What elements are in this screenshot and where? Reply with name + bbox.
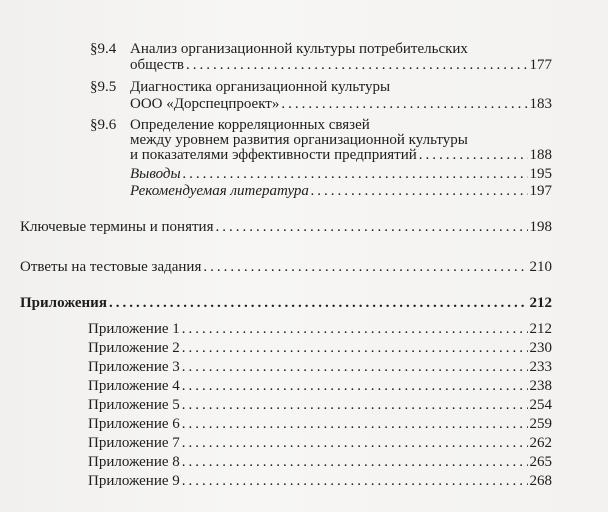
page-number: 188 — [529, 147, 552, 163]
toc-appendix-9 — [88, 472, 552, 491]
leader-dots — [203, 258, 527, 277]
toc-key-terms-entry — [20, 218, 552, 237]
entry-label: Приложения — [20, 295, 107, 311]
section-title-line1: Определение корреляционных связей — [130, 117, 370, 133]
section-number: §9.5 — [90, 79, 117, 95]
leader-dots — [186, 56, 527, 75]
entry-label: Приложение 3 — [88, 359, 180, 375]
toc-literature-entry — [130, 182, 552, 201]
toc-appendices-entry — [20, 294, 552, 313]
leader-dots — [215, 218, 527, 237]
leader-dots — [311, 182, 528, 201]
page-number: 183 — [529, 96, 552, 112]
page-number: 265 — [529, 454, 552, 470]
page-number: 212 — [529, 295, 552, 311]
entry-label: Рекомендуемая литература — [130, 183, 309, 199]
entry-label: Выводы — [130, 166, 181, 182]
toc-appendix-8 — [88, 453, 552, 472]
page-number: 195 — [529, 166, 552, 182]
page-number: 230 — [529, 340, 552, 356]
page-number: 238 — [529, 378, 552, 394]
toc-section-9-5-entry — [130, 95, 552, 114]
entry-label: Приложение 9 — [88, 473, 180, 489]
section-title-line2: и показателями эффективности предприятий — [130, 147, 417, 163]
page-number: 262 — [529, 435, 552, 451]
leader-dots — [182, 320, 528, 339]
leader-dots — [182, 396, 528, 415]
leader-dots — [419, 146, 528, 165]
section-title-line1: Анализ организационной культуры потребительских — [130, 41, 468, 57]
page-number: 197 — [529, 183, 552, 199]
section-title-line2: ООО «Дорспецпроект» — [130, 96, 280, 112]
entry-label: Приложение 6 — [88, 416, 180, 432]
page-number: 210 — [529, 259, 552, 275]
entry-label: Приложение 1 — [88, 321, 180, 337]
toc-test-answers-entry — [20, 258, 552, 277]
entry-label: Приложение 5 — [88, 397, 180, 413]
section-number: §9.4 — [90, 41, 117, 57]
leader-dots — [182, 339, 528, 358]
page-number: 198 — [529, 219, 552, 235]
toc-appendix-7 — [88, 434, 552, 453]
toc-appendix-2 — [88, 339, 552, 358]
leader-dots — [109, 294, 528, 313]
section-number: §9.6 — [90, 117, 117, 133]
section-title-line1b: между уровнем развития организационной культуры — [130, 132, 468, 148]
leader-dots — [182, 453, 528, 472]
page-number: 254 — [529, 397, 552, 413]
leader-dots — [182, 358, 528, 377]
toc-section-9-4-entry — [130, 56, 552, 75]
leader-dots — [182, 377, 528, 396]
entry-label: Приложение 8 — [88, 454, 180, 470]
toc-section-9-6-entry — [130, 146, 552, 165]
leader-dots — [182, 415, 528, 434]
entry-label: Приложение 2 — [88, 340, 180, 356]
page-number: 177 — [529, 57, 552, 73]
section-title-line1: Диагностика организационной культуры — [130, 79, 391, 95]
page-number: 233 — [529, 359, 552, 375]
entry-label: Приложение 4 — [88, 378, 180, 394]
toc-appendix-5 — [88, 396, 552, 415]
page-number: 212 — [529, 321, 552, 337]
leader-dots — [281, 95, 527, 114]
toc-appendix-6 — [88, 415, 552, 434]
entry-label: Ключевые термины и понятия — [20, 219, 214, 235]
toc-appendix-3 — [88, 358, 552, 377]
toc-appendix-1 — [88, 320, 552, 339]
page-number: 259 — [529, 416, 552, 432]
leader-dots — [182, 472, 528, 491]
leader-dots — [182, 434, 528, 453]
toc-appendix-4 — [88, 377, 552, 396]
entry-label: Приложение 7 — [88, 435, 180, 451]
page-number: 268 — [529, 473, 552, 489]
entry-label: Ответы на тестовые задания — [20, 259, 202, 275]
section-title-line2: обществ — [130, 57, 185, 73]
